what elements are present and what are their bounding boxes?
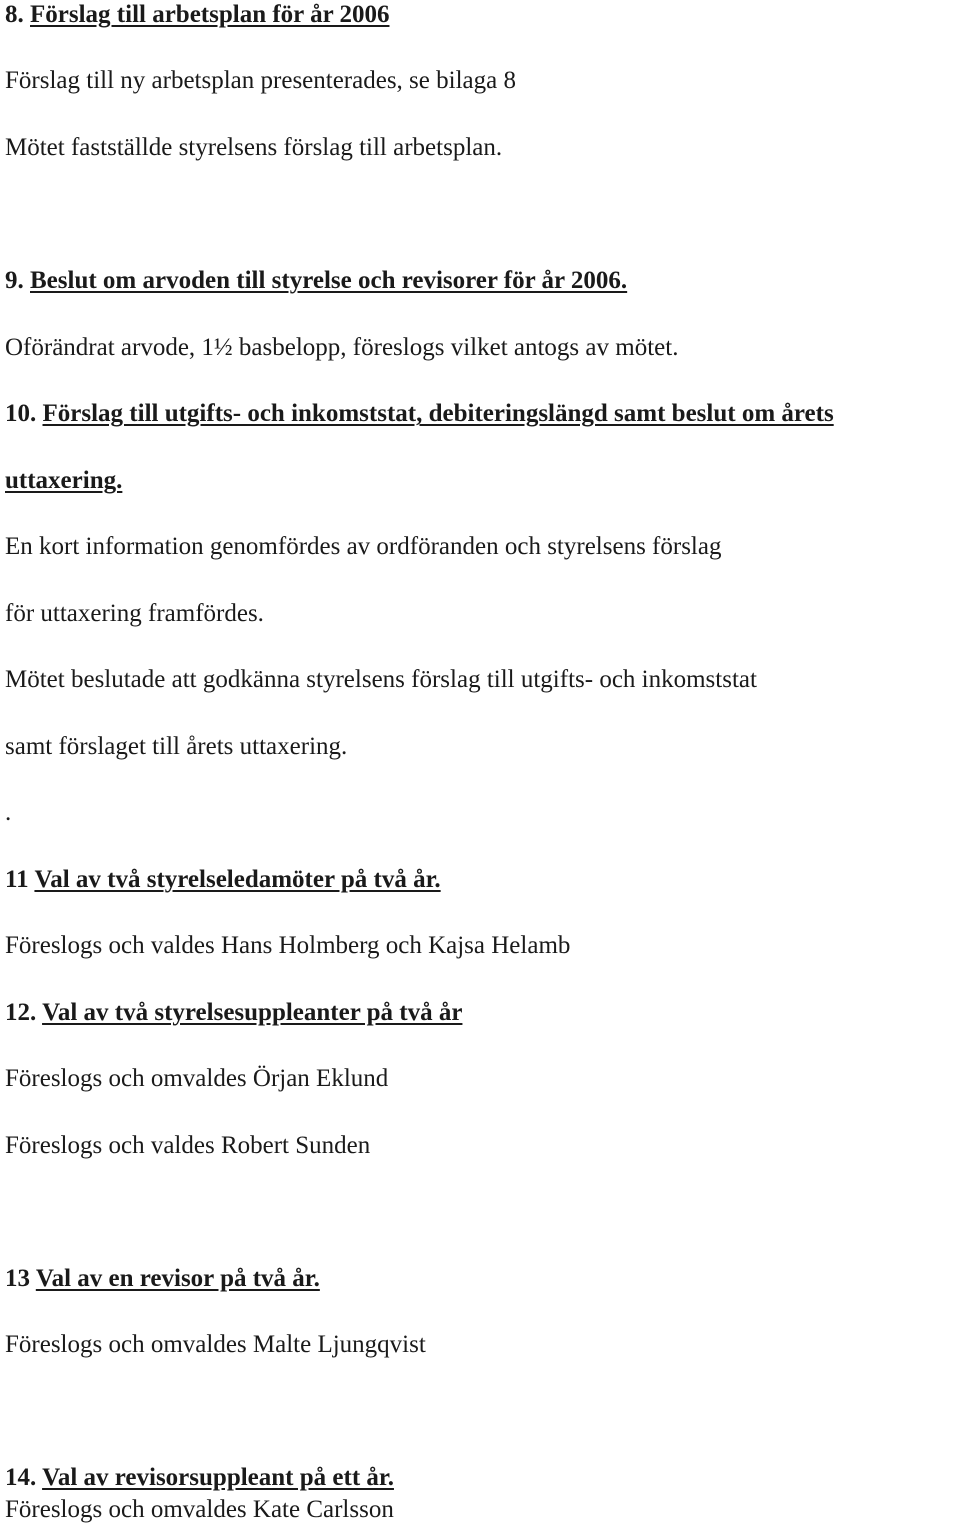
section-title: Val av två styrelseledamöter på två år. — [34, 866, 441, 893]
section-10-text-3: Mötet beslutade att godkänna styrelsens förslag till utgifts- och inkomststat — [5, 666, 757, 693]
section-9-text-1: Oförändrat arvode, 1½ basbelopp, föreslogs vilket antogs av mötet. — [5, 334, 679, 361]
section-number: 11 — [5, 866, 29, 893]
section-10-text-5: . — [5, 799, 12, 826]
section-number: 14. — [5, 1464, 37, 1491]
section-10-text-4: samt förslaget till årets uttaxering. — [5, 733, 348, 760]
section-number: 9. — [5, 267, 24, 294]
section-title: Val av revisorsuppleant på ett år. — [42, 1464, 394, 1491]
section-10-text-1: En kort information genomfördes av ordföranden och styrelsens förslag — [5, 533, 722, 560]
section-title: Val av en revisor på två år. — [35, 1265, 320, 1292]
section-13-text-1: Föreslogs och omvaldes Malte Ljungqvist — [5, 1331, 426, 1358]
section-10-text-2: för uttaxering framfördes. — [5, 600, 264, 627]
section-title: Förslag till arbetsplan för år 2006 — [30, 1, 390, 28]
section-title-continuation: uttaxering. — [5, 467, 123, 494]
section-number: 12. — [5, 999, 37, 1026]
section-title: Val av två styrelsesuppleanter på två år — [42, 999, 463, 1026]
section-9-heading — [5, 266, 627, 296]
section-13-heading — [5, 1264, 320, 1294]
section-8-text-1: Förslag till ny arbetsplan presenterades, se bilaga 8 — [5, 67, 516, 94]
section-number: 8. — [5, 1, 24, 28]
section-14-heading — [5, 1463, 394, 1493]
section-10-heading-cont — [5, 466, 122, 496]
section-12-heading — [5, 998, 462, 1028]
section-number: 13 — [5, 1265, 30, 1292]
section-14-text-1: Föreslogs och omvaldes Kate Carlsson — [5, 1496, 394, 1523]
section-12-text-2: Föreslogs och valdes Robert Sunden — [5, 1132, 371, 1159]
section-8-text-2: Mötet fastställde styrelsens förslag till arbetsplan. — [5, 134, 503, 161]
section-number: 10. — [5, 400, 37, 427]
section-8-heading — [5, 0, 389, 30]
section-title: Förslag till utgifts- och inkomststat, debiteringslängd samt beslut om årets — [42, 400, 834, 427]
section-11-text-1: Föreslogs och valdes Hans Holmberg och Kajsa Helamb — [5, 932, 571, 959]
section-10-heading — [5, 399, 834, 429]
section-11-heading — [5, 865, 441, 895]
section-title: Beslut om arvoden till styrelse och revisorer för år 2006. — [30, 267, 628, 294]
section-12-text-1: Föreslogs och omvaldes Örjan Eklund — [5, 1065, 389, 1092]
